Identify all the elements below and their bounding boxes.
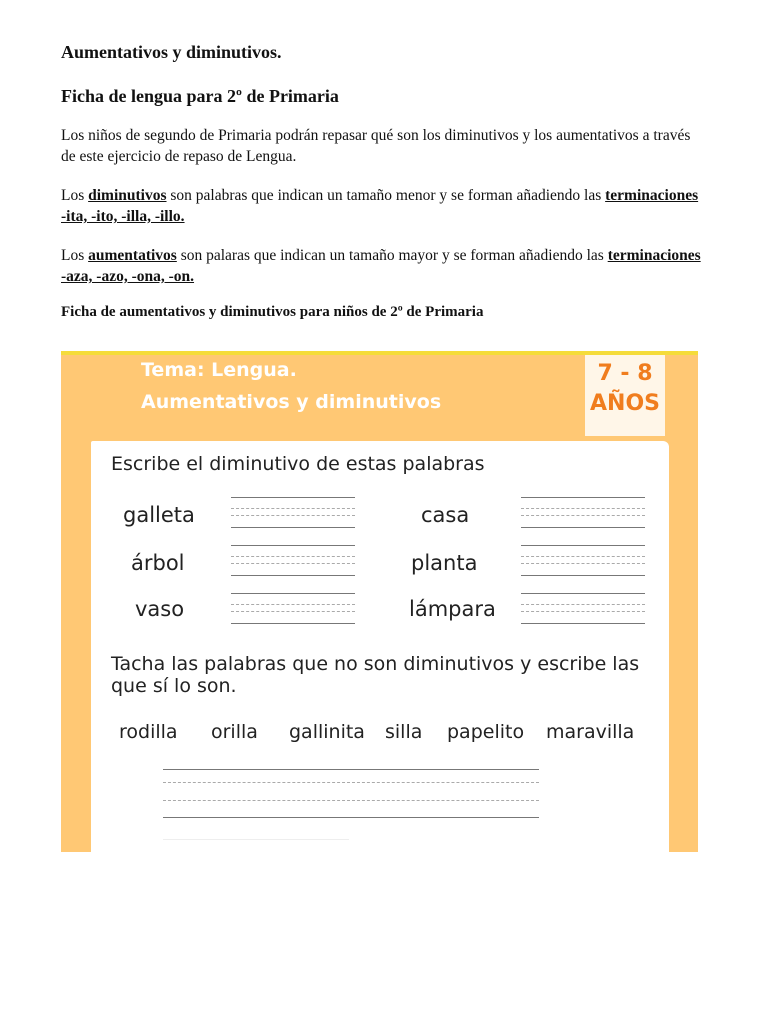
aumentativos-paragraph (61, 245, 701, 287)
instruction-diminutive: Escribe el diminutivo de estas palabras (111, 453, 485, 475)
word-item: planta (411, 551, 478, 575)
word-item: árbol (131, 551, 185, 575)
list-word: maravilla (546, 721, 635, 743)
list-word: gallinita (289, 721, 365, 743)
list-word: orilla (211, 721, 258, 743)
word-item: casa (421, 503, 470, 527)
worksheet-topic: Tema: Lengua. (141, 359, 297, 381)
document-subtitle: Ficha de lengua para 2º de Primaria (61, 86, 339, 106)
exercise-card (91, 441, 669, 852)
age-badge (585, 355, 665, 436)
diminutivos-paragraph (61, 185, 701, 227)
age-unit: AÑOS (590, 391, 660, 416)
age-range: 7 - 8 (597, 361, 653, 386)
diminutivos-prefix: Los (61, 187, 89, 204)
diminutivos-text: son palabras que indican un tamaño menor y se forman añadiendo las (166, 187, 606, 204)
sheet-heading: Ficha de aumentativos y diminutivos para niños de 2º de Primaria (61, 304, 484, 320)
answer-lines (231, 593, 355, 627)
diminutivos-endings: terminaciones -ita, -ito, -illa, -illo. (61, 187, 699, 225)
word-item: galleta (123, 503, 195, 527)
diminutivos-term: diminutivos (88, 187, 167, 204)
list-word: papelito (447, 721, 525, 743)
instruction-cross-out: Tacha las palabras que no son diminutivos y escribe las que sí lo son. (111, 653, 640, 697)
divider (163, 839, 349, 840)
answer-lines (521, 593, 645, 627)
answer-lines (231, 545, 355, 579)
answer-lines (521, 497, 645, 531)
aumentativos-term: aumentativos (88, 247, 177, 264)
aumentativos-text: son palaras que indican un tamaño mayor y se forman añadiendo las (176, 247, 608, 264)
answer-lines (231, 497, 355, 531)
writing-lines (163, 769, 539, 829)
worksheet-image (61, 351, 698, 852)
aumentativos-endings: terminaciones -aza, -azo, -ona, -on. (61, 247, 701, 285)
list-word: silla (385, 721, 423, 743)
aumentativos-prefix: Los (61, 247, 89, 264)
worksheet-subtopic: Aumentativos y diminutivos (141, 391, 442, 413)
word-item: lámpara (409, 597, 496, 621)
intro-paragraph: Los niños de segundo de Primaria podrán repasar qué son los diminutivos y los aumentativos a través de este ejercicio de repaso de Lengua. (61, 127, 691, 165)
document-title: Aumentativos y diminutivos. (61, 42, 282, 62)
answer-lines (521, 545, 645, 579)
list-word: rodilla (119, 721, 178, 743)
word-item: vaso (135, 597, 185, 621)
